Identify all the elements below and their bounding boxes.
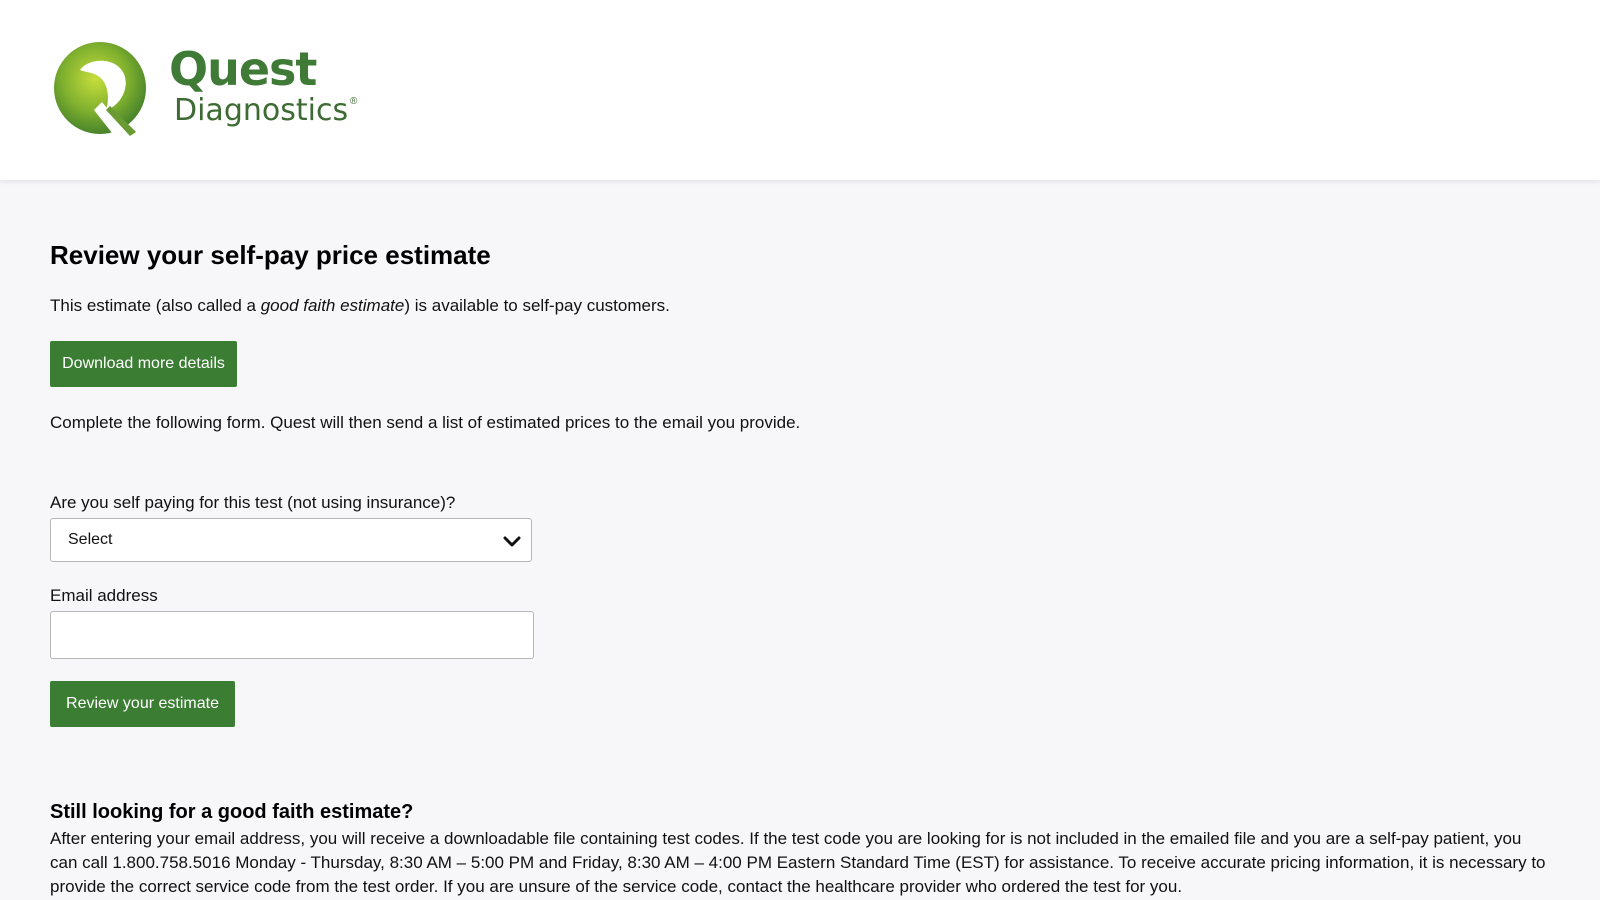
intro-text-emphasis: good faith estimate: [260, 296, 405, 315]
footer-body-text: After entering your email address, you will receive a downloadable file containing test codes. If the test code you are looking for is not included in the emailed file and you are a self-pay patient, you can call 1.800.758.5016 Monday - Thursday, 8:30 AM – 5:00 PM and Friday, 8:30 AM – 4:00 PM Eastern Standard Time (EST) for assistance. To receive accurate pricing information, it is necessary to provide the correct service code from the test order. If you are unsure of the service code, contact the healthcare provider who ordered the test for you.: [50, 829, 1546, 896]
logo-registered-mark: ®: [350, 96, 358, 107]
download-details-button[interactable]: Download more details: [50, 341, 237, 387]
quest-q-icon: [52, 40, 152, 140]
quest-diagnostics-logo[interactable]: [52, 40, 362, 140]
logo-word-diagnostics: Diagnostics: [174, 93, 349, 128]
logo-word-quest: Quest: [169, 42, 317, 96]
intro-text-end: ) is available to self-pay customers.: [404, 296, 670, 315]
page-title: Review your self-pay price estimate: [50, 240, 491, 270]
intro-text-start: This estimate (also called a: [50, 296, 261, 315]
site-header: [0, 0, 1600, 180]
selfpay-label: Are you self paying for this test (not using insurance)?: [50, 493, 456, 512]
footer-heading: Still looking for a good faith estimate?: [50, 801, 414, 823]
form-intro-text: Complete the following form. Quest will then send a list of estimated prices to the email you provide.: [50, 413, 801, 432]
email-field[interactable]: [50, 611, 534, 659]
review-estimate-button[interactable]: Review your estimate: [50, 681, 235, 727]
chevron-down-icon: [503, 533, 521, 549]
intro-text: [50, 296, 670, 316]
email-label: Email address: [50, 586, 158, 605]
selfpay-select-value: Select: [68, 531, 113, 548]
selfpay-select[interactable]: [50, 518, 532, 562]
